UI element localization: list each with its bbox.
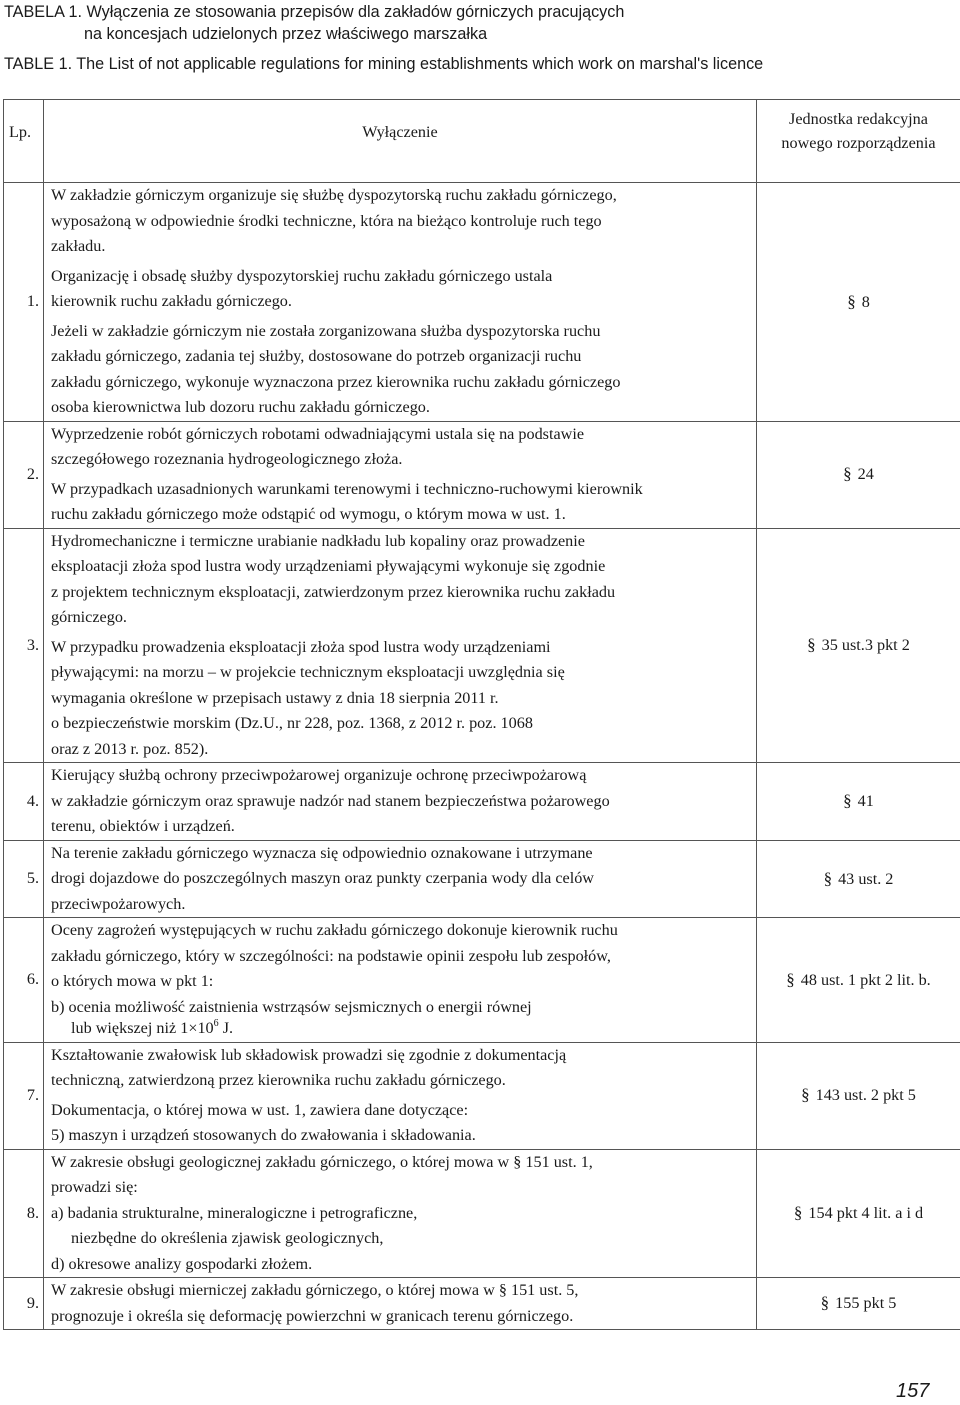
regulation-reference [757,763,960,841]
text-line: wyposażoną w odpowiednie środki techniczne, która na bieżąco kontroluje ruch tego [51,211,602,230]
table-caption-english: TABLE 1. The List of not applicable regulations for mining establishments which work on marshal's licence [4,55,764,73]
row-number: 2. [4,421,44,528]
header-jednostka [757,100,960,183]
text-line: Hydromechaniczne i termiczne urabianie nadkładu lub kopaliny oraz prowadzenie [51,531,585,550]
row-number: 6. [4,918,44,1043]
regulation-reference [757,918,960,1043]
regulation-reference [757,528,960,763]
text-line: techniczną, zatwierdzoną przez kierownika ruchu zakładu górniczego. [51,1071,506,1089]
row-number: 1. [4,183,44,422]
text-line: Kierujący służbą ochrony przeciwpożarowej organizuje ochronę przeciwpożarową [51,766,587,784]
section-sign: § [801,1085,810,1105]
text-line: prowadzi się: [51,1178,138,1196]
reference-value: 143 ust. 2 pkt 5 [815,1086,916,1105]
text-line: Na terenie zakładu górniczego wyznacza się odpowiednio oznakowane i utrzymane [51,843,593,862]
exclusion-paragraph [51,319,750,421]
reference-value: 48 ust. 1 pkt 2 lit. b. [800,970,931,989]
exclusion-paragraph [51,635,750,763]
exclusion-paragraph [51,1150,750,1227]
text-line: Oceny zagrożeń występujących w ruchu zakładu górniczego dokonuje kierownik ruchu [51,921,618,939]
text-line: zakładu górniczego, który w szczególności: na podstawie opinii zespołu lub zespołów, [51,946,611,965]
reference-value: 35 ust.3 pkt 2 [821,636,910,654]
text-line: ruchu zakładu górniczego może odstąpić od wymogu, o którym mowa w ust. 1. [51,505,566,523]
text-line: oraz z 2013 r. poz. 852). [51,739,209,758]
text-line: eksploatacji złoża spod lustra wody urządzeniami pływającymi wykonuje się zgodnie [51,557,606,575]
text-line: przeciwpożarowych. [51,894,186,913]
indented-tail: J. [218,1019,234,1037]
regulation-reference [757,1278,960,1330]
section-sign: § [847,291,856,311]
text-line: prognozuje i określa się deformację powierzchni w granicach terenu górniczego. [51,1306,574,1325]
page-number: 157 [896,1380,930,1402]
header-jednostka-line2: nowego rozporządzenia [781,134,936,152]
text-line: w zakładzie górniczym oraz sprawuje nadzór nad stanem bezpieczeństwa pożarowego [51,791,610,810]
text-line: wymagania określone w przepisach ustawy z dnia 18 sierpnia 2011 r. [51,688,499,707]
text-line: terenu, obiektów i urządzeń. [51,817,235,835]
table-row [4,918,960,1043]
text-line: o bezpieczeństwie morskim (Dz.U., nr 228, poz. 1368, z 2012 r. poz. 1068 [51,714,533,732]
exclusion-paragraph [51,1043,750,1094]
table-row [4,840,960,918]
table-row [4,1149,960,1278]
row-number: 3. [4,528,44,763]
text-line: kierownik ruchu zakładu górniczego. [51,292,292,310]
text-line: Dokumentacja, o której mowa w ust. 1, zawiera dane dotyczące: [51,1100,469,1119]
text-line: 5) maszyn i urządzeń stosowanych do zwałowania i składowania. [51,1126,476,1144]
exclusion-text [44,763,757,841]
text-line: zakładu górniczego, wykonuje wyznaczona przez kierownika ruchu zakładu górniczego [51,372,621,391]
exclusion-text [44,1278,757,1330]
section-sign: § [843,791,852,810]
exclusion-text [44,1042,757,1149]
exclusion-text [44,1149,757,1278]
reference-value: 8 [861,292,870,311]
exclusion-text [44,528,757,763]
text-line: W zakładzie górniczym organizuje się służbę dyspozytorską ruchu zakładu górniczego, [51,186,617,204]
text-line: Jeżeli w zakładzie górniczym nie została zorganizowana służba dyspozytorska ruchu [51,321,601,340]
header-jednostka-line1: Jednostka redakcyjna [789,110,928,128]
text-line: pływającymi: na morzu – w projekcie technicznym eksploatacji uwzględnia się [51,663,565,681]
table-header-row [4,100,960,183]
section-sign: § [820,1293,830,1313]
text-line: zakładu. [51,237,106,255]
section-sign: § [823,868,833,888]
table-row [4,421,960,528]
exclusion-text [44,183,757,422]
text-line: drogi dojazdowe do poszczególnych maszyn oraz punkty czerpania wody dla celów [51,869,594,887]
table-row [4,763,960,841]
text-line: W zakresie obsługi mierniczej zakładu górniczego, o której mowa w § 151 ust. 5, [51,1281,579,1299]
table-row [4,183,960,422]
text-line: zakładu górniczego, zadania tej służby, dostosowane do potrzeb organizacji ruchu [51,347,582,365]
regulation-reference [757,183,960,422]
text-line: a) badania strukturalne, mineralogiczne i petrograficzne, [51,1203,418,1222]
text-line: górniczego. [51,608,127,626]
text-line: d) okresowe analizy gospodarki złożem. [51,1254,313,1273]
regulation-reference [757,840,960,918]
row-number: 8. [4,1149,44,1278]
row-number: 4. [4,763,44,841]
regulation-reference [757,421,960,528]
section-sign: § [793,1203,803,1222]
exclusion-paragraph [51,918,750,1020]
text-line: z projektem technicznym eksploatacji, zatwierdzonym przez kierownika ruchu zakładu [51,582,616,601]
text-line: Wyprzedzenie robót górniczych robotami odwadniającymi ustala się na podstawie [51,424,585,443]
exclusion-paragraph [51,422,750,473]
exclusion-paragraph [51,529,750,631]
exclusion-text [44,840,757,918]
text-line: W zakresie obsługi geologicznej zakładu górniczego, o której mowa w § 151 ust. 1, [51,1152,593,1171]
row-number: 5. [4,840,44,918]
table-row [4,1278,960,1330]
exclusion-paragraph [51,841,750,918]
section-sign: § [843,464,852,484]
header-lp: Lp. [4,100,44,183]
exponent: 6 [213,1017,219,1029]
exclusion-paragraph [51,1278,750,1329]
text-line: W przypadku prowadzenia eksploatacji złoża spod lustra wody urządzeniami [51,637,551,656]
reference-value: 43 ust. 2 [838,869,894,888]
exclusion-text [44,918,757,1043]
regulation-reference [757,1042,960,1149]
row-number: 7. [4,1042,44,1149]
table-body [4,183,960,1330]
exclusion-paragraph [51,183,750,260]
text-line: szczegółowego rozeznania hydrogeologicznego złoża. [51,450,403,468]
text-line: o których mowa w pkt 1: [51,972,214,990]
exclusion-text [44,421,757,528]
reference-value: 41 [857,792,874,810]
text-line: Kształtowanie zwałowisk lub składowisk prowadzi się zgodnie z dokumentacją [51,1045,567,1064]
exclusion-paragraph [51,1098,750,1149]
text-line: W przypadkach uzasadnionych warunkami terenowymi i techniczno-ruchowymi kierownik [51,479,643,498]
exclusion-paragraph [51,264,750,315]
regulation-reference [757,1149,960,1278]
section-sign: § [786,969,795,989]
exclusions-table [3,99,960,1330]
exclusion-paragraph [51,477,750,528]
row-number: 9. [4,1278,44,1330]
reference-value: 24 [857,465,874,484]
table-row [4,1042,960,1149]
table-caption-polish-continued: na koncesjach udzielonych przez właściwego marszałka [84,25,488,43]
table-row [4,528,960,763]
exclusion-paragraph [51,763,750,840]
table-caption-polish: TABELA 1. Wyłączenia ze stosowania przepisów dla zakładów górniczych pracujących [4,3,625,21]
text-line: Organizację i obsadę służby dyspozytorskiej ruchu zakładu górniczego ustala [51,266,553,285]
header-wylaczenie: Wyłączenie [44,100,757,183]
text-line: osoba kierownictwa lub dozoru ruchu zakładu górniczego. [51,398,430,416]
indented-line: niezbędne do określenia zjawisk geologicznych, [71,1229,384,1247]
reference-value: 154 pkt 4 lit. a i d [808,1204,924,1222]
reference-value: 155 pkt 5 [835,1294,897,1313]
section-sign: § [807,635,816,654]
indented-text: lub większej niż 1×10 [71,1019,214,1037]
text-line: b) ocenia możliwość zaistnienia wstrząsów sejsmicznych o energii równej [51,997,532,1016]
